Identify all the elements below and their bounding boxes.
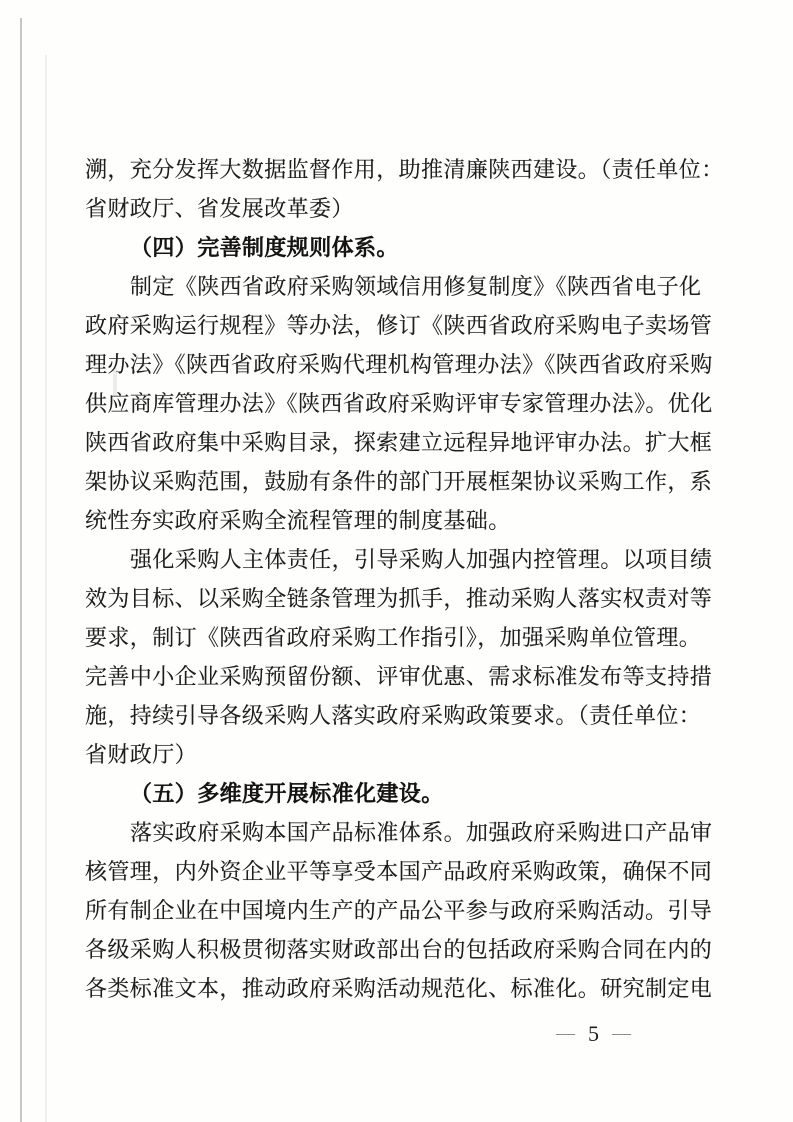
text-line: 统性夯实政府采购全流程管理的制度基础。: [85, 508, 511, 533]
page-number: [556, 1021, 631, 1047]
page-number-dash-left: —: [556, 1022, 575, 1044]
page-number-value: 5: [588, 1021, 599, 1046]
text-line: 施，持续引导各级采购人落实政府采购政策要求。（责任单位：: [85, 703, 702, 728]
text-line: 省财政厅、省发展改革委）: [85, 196, 354, 221]
text-line: 要求，制订《陕西省政府采购工作指引》，加强采购单位管理。: [85, 625, 702, 650]
text-line: 强化采购人主体责任，引导采购人加强内控管理。以项目绩: [130, 547, 713, 572]
text-line: 各类标准文本，推动政府采购活动规范化、标准化。研究制定电: [85, 976, 713, 1001]
text-line: 陕西省政府集中采购目录，探索建立远程异地评审办法。扩大框: [85, 430, 713, 455]
text-line: 制定《陕西省政府采购领域信用修复制度》《陕西省电子化: [130, 274, 702, 299]
document-body: [85, 150, 725, 1008]
text-line: 架协议采购范围，鼓励有条件的部门开展框架协议采购工作，系: [85, 469, 713, 494]
text-line: 效为目标、以采购全链条管理为抓手，推动采购人落实权责对等: [85, 586, 713, 611]
text-line: 政府采购运行规程》等办法，修订《陕西省政府采购电子卖场管: [85, 313, 713, 338]
text-line: 省财政厅）: [85, 742, 198, 767]
text-line: 落实政府采购本国产品标准体系。加强政府采购进口产品审: [130, 820, 713, 845]
text-line: 所有制企业在中国境内生产的产品公平参与政府采购活动。引导: [85, 898, 713, 923]
text-line: 核管理，内外资企业平等享受本国产品政府采购政策，确保不同: [85, 859, 713, 884]
text-line: 溯，充分发挥大数据监督作用，助推清廉陕西建设。（责任单位：: [85, 157, 724, 182]
text-line: 完善中小企业采购预留份额、评审优惠、需求标准发布等支持措: [85, 664, 713, 689]
section-heading: （四）完善制度规则体系。: [130, 235, 399, 260]
scan-edge-line: [20, 18, 22, 1122]
text-line: 理办法》《陕西省政府采购代理机构管理办法》《陕西省政府采购: [85, 352, 713, 377]
text-line: 供应商库管理办法》《陕西省政府采购评审专家管理办法》。优化: [85, 391, 713, 416]
scan-edge-line-faint: [45, 55, 47, 1122]
text-line: 各级采购人积极贯彻落实财政部出台的包括政府采购合同在内的: [85, 937, 713, 962]
section-heading: （五）多维度开展标准化建设。: [130, 781, 444, 806]
page-number-dash-right: —: [612, 1022, 631, 1044]
